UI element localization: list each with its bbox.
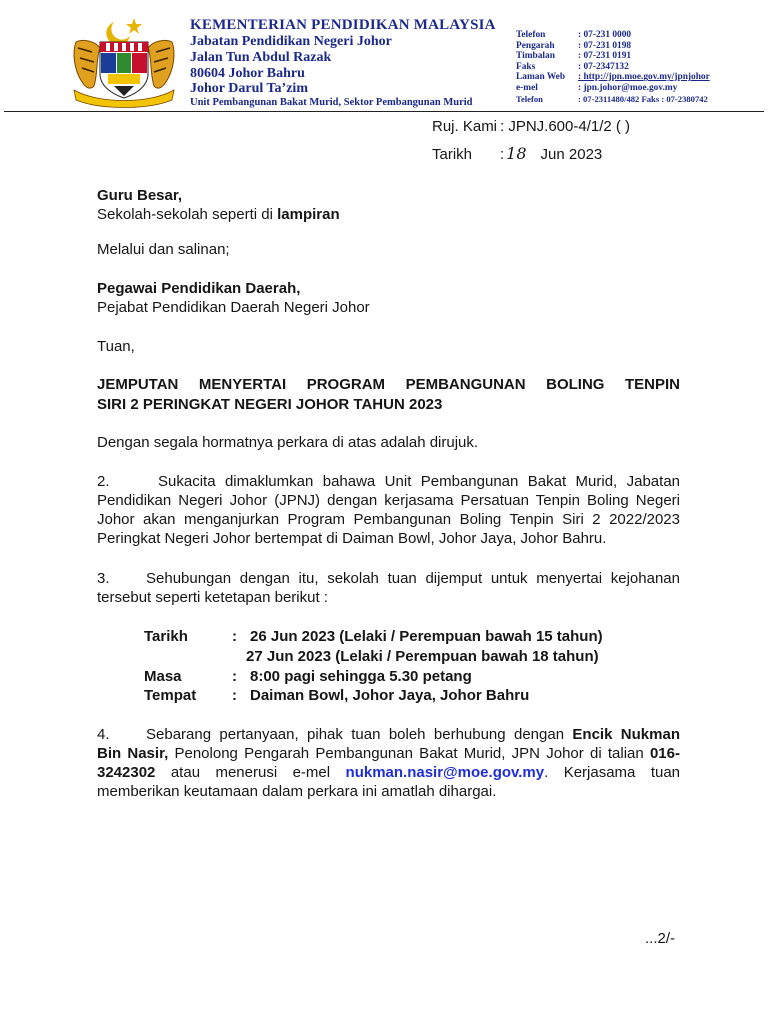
- para-4-number: 4.: [97, 726, 110, 743]
- contact-label: Faks: [516, 61, 536, 72]
- tarikh-label: Tarikh: [144, 628, 188, 645]
- ministry-name: KEMENTERIAN PENDIDIKAN MALAYSIA: [190, 17, 496, 33]
- contact-row: [516, 83, 761, 94]
- cc-intro: Melalui dan salinan;: [97, 241, 230, 258]
- contact-row: [516, 30, 761, 41]
- contact-value: : 07-231 0191: [578, 51, 632, 62]
- contact-email-link[interactable]: nukman.nasir@moe.gov.my: [345, 764, 545, 781]
- contact-person-name-cont: Bin Nasir,: [97, 745, 169, 762]
- details-tempat-row: [144, 686, 529, 706]
- reference-value: : JPNJ.600-4/1/2 ( ): [500, 118, 631, 135]
- contact-row: [516, 51, 761, 62]
- subject-line-2: SIRI 2 PERINGKAT NEGERI JOHOR TAHUN 2023: [97, 396, 443, 413]
- date-line: [432, 144, 602, 165]
- recipient-line: [97, 205, 340, 225]
- para-3-number: 3.: [97, 570, 110, 587]
- para-2-line-2: Pendidikan Negeri Johor (JPNJ) dengan kerjasama Persatuan Tenpin Boling Negeri: [97, 492, 680, 509]
- tempat-colon: :: [232, 687, 237, 704]
- paragraph-1: Dengan segala hormatnya perkara di atas adalah dirujuk.: [97, 434, 479, 451]
- email-link[interactable]: : jpn.johor@moe.gov.my: [578, 82, 678, 93]
- contact-label: e-mel: [516, 82, 538, 93]
- subject-line-1: JEMPUTAN MENYERTAI PROGRAM PEMBANGUNAN BOLING TENPIN: [97, 376, 680, 393]
- contact-value: : 07-231 0198: [578, 40, 632, 51]
- recipient-text: Sekolah-sekolah seperti di: [97, 206, 278, 223]
- para-3-line-2: tersebut seperti ketetapan berikut :: [97, 589, 328, 606]
- date-label: Tarikh: [432, 146, 473, 163]
- contact-label: Timbalan: [516, 51, 555, 62]
- para-4-line-1: [146, 725, 680, 745]
- tarikh-value-2: 27 Jun 2023 (Lelaki / Perempuan bawah 18 tahun): [246, 648, 599, 665]
- department-name: Jabatan Pendidikan Negeri Johor: [190, 34, 392, 49]
- address-postcode-city: 80604 Johor Bahru: [190, 66, 305, 81]
- para-4-text: Penolong Pengarah Pembangunan Bakat Murid, JPN Johor di talian: [174, 745, 644, 762]
- tempat-value: Daiman Bowl, Johor Jaya, Johor Bahru: [250, 687, 530, 704]
- para-3-line-1: Sehubungan dengan itu, sekolah tuan dijemput untuk menyertai kejohanan: [146, 570, 680, 587]
- tarikh-value-1: 26 Jun 2023 (Lelaki / Perempuan bawah 15 tahun): [250, 628, 603, 645]
- phone-number-cont: 3242302: [97, 764, 156, 781]
- recipient-title: Guru Besar,: [97, 187, 183, 204]
- date-month-year: Jun 2023: [540, 146, 603, 163]
- date-colon: :: [500, 146, 505, 163]
- contact-value: : 07-2347132: [578, 61, 629, 72]
- masa-label: Masa: [144, 668, 182, 685]
- contact-block: [516, 30, 761, 104]
- para-4-line-2: [97, 744, 680, 764]
- para-2-line-3: Johor akan menganjurkan Program Pembangunan Boling Tenpin Siri 2 2022/2023: [97, 511, 680, 528]
- page-continuation: ...2/-: [645, 930, 676, 947]
- contact-label: Telefon: [516, 30, 546, 40]
- contact-row: [516, 94, 761, 105]
- cc-title: Pegawai Pendidikan Daerah,: [97, 280, 301, 297]
- address-street: Jalan Tun Abdul Razak: [190, 50, 332, 65]
- reference-line: [432, 117, 630, 137]
- contact-label: Pengarah: [516, 40, 555, 51]
- phone-number: 016-: [649, 745, 680, 762]
- date-day-handwritten: 18: [506, 144, 527, 163]
- para-4-line-4: memberikan keutamaan dalam perkara ini amatlah dihargai.: [97, 783, 497, 800]
- contact-row: [516, 62, 761, 73]
- address-state: Johor Darul Ta’zim: [190, 81, 308, 96]
- contact-value: : 07-231 0000: [578, 30, 632, 40]
- details-masa-row: [144, 667, 472, 687]
- contact-label: Telefon: [516, 93, 543, 104]
- reference-label: Ruj. Kami: [432, 118, 498, 135]
- masa-colon: :: [232, 668, 237, 685]
- contact-person-name: Encik Nukman: [572, 726, 680, 743]
- contact-row: [516, 72, 761, 83]
- para-2-line-4: Peringkat Negeri Johor bertempat di Daiman Bowl, Johor Jaya, Johor Bahru.: [97, 530, 607, 547]
- salutation: Tuan,: [97, 338, 135, 355]
- recipient-lampiran: lampiran: [277, 206, 340, 223]
- tempat-label: Tempat: [144, 687, 197, 704]
- para-4-line-3: [97, 763, 680, 783]
- contact-row: [516, 41, 761, 52]
- malaysia-coat-of-arms-logo: [68, 12, 180, 108]
- tarikh-colon: :: [232, 628, 237, 645]
- contact-label: Laman Web: [516, 72, 566, 83]
- letterhead-divider: [4, 111, 764, 112]
- para-4-text: atau menerusi e-mel: [170, 764, 331, 781]
- para-2-line-1: Sukacita dimaklumkan bahawa Unit Pembangunan Bakat Murid, Jabatan: [158, 473, 680, 490]
- website-link[interactable]: : http://jpn.moe.gov.my/jpnjohor: [578, 72, 710, 83]
- masa-value: 8:00 pagi sehingga 5.30 petang: [250, 668, 472, 685]
- unit-name: Unit Pembangunan Bakat Murid, Sektor Pembangunan Murid: [190, 97, 473, 108]
- details-tarikh-row: [144, 627, 603, 647]
- para-4-text: . Kerjasama tuan: [544, 764, 681, 781]
- para-4-text: Sebarang pertanyaan, pihak tuan boleh berhubung dengan: [146, 726, 565, 743]
- cc-office: Pejabat Pendidikan Daerah Negeri Johor: [97, 299, 370, 316]
- contact-value: : 07-2311480/482 Faks : 07-2380742: [578, 93, 708, 104]
- para-2-number: 2.: [97, 473, 110, 490]
